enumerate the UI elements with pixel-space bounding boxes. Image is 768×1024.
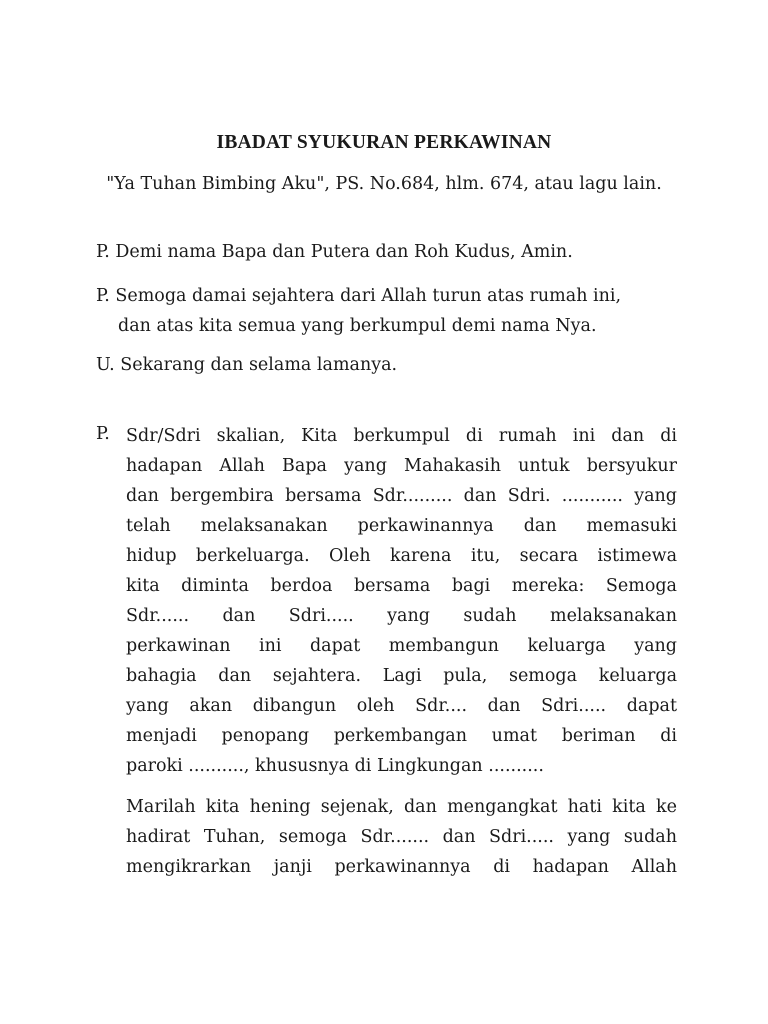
paragraph-row: bahagia dan sejahtera. Lagi pula, semoga keluarga [126,666,677,686]
silent-prayer-paragraph [126,792,677,882]
document-title: IBADAT SYUKURAN PERKAWINAN [216,132,552,153]
paragraph-row: yang akan dibangun oleh Sdr.... dan Sdri..... dapat [126,696,677,716]
paragraph-row: perkawinan ini dapat membangun keluarga yang [126,636,677,656]
paragraph-row: telah melaksanakan perkawinannya dan memasuki [126,516,677,536]
paragraph-row: kita diminta berdoa bersama bagi mereka: Semoga [126,576,677,596]
paragraph-row: hadapan Allah Bapa yang Mahakasih untuk bersyukur [126,456,677,476]
paragraph-row: Sdr...... dan Sdri..... yang sudah melaksanakan [126,606,677,626]
greeting-line: P. Semoga damai sejahtera dari Allah turun atas rumah ini, [96,286,622,306]
paragraph-row: dan bergembira bersama Sdr......... dan Sdri. ........... yang [126,486,677,506]
paragraph-row: Marilah kita hening sejenak, dan mengangkat hati kita ke [126,797,677,817]
paragraph-row: mengikrarkan janji perkawinannya di hadapan Allah [126,857,677,877]
paragraph-row: menjadi penopang perkembangan umat beriman di [126,726,677,746]
paragraph-row: Sdr/Sdri skalian, Kita berkumpul di rumah ini dan di [126,426,677,446]
greeting-line-continued: dan atas kita semua yang berkumpul demi nama Nya. [118,316,597,336]
introduction-paragraph [126,421,677,781]
opening-line: P. Demi nama Bapa dan Putera dan Roh Kudus, Amin. [96,242,573,262]
paragraph-row: paroki .........., khususnya di Lingkungan .......... [126,756,544,776]
response-line: U. Sekarang dan selama lamanya. [96,355,398,375]
paragraph-row: hadirat Tuhan, semoga Sdr....... dan Sdri..... yang sudah [126,827,677,847]
song-reference: "Ya Tuhan Bimbing Aku", PS. No.684, hlm. 674, atau lagu lain. [106,174,662,194]
paragraph-row: hidup berkeluarga. Oleh karena itu, secara istimewa [126,546,677,566]
speaker-label: P. [96,424,110,444]
